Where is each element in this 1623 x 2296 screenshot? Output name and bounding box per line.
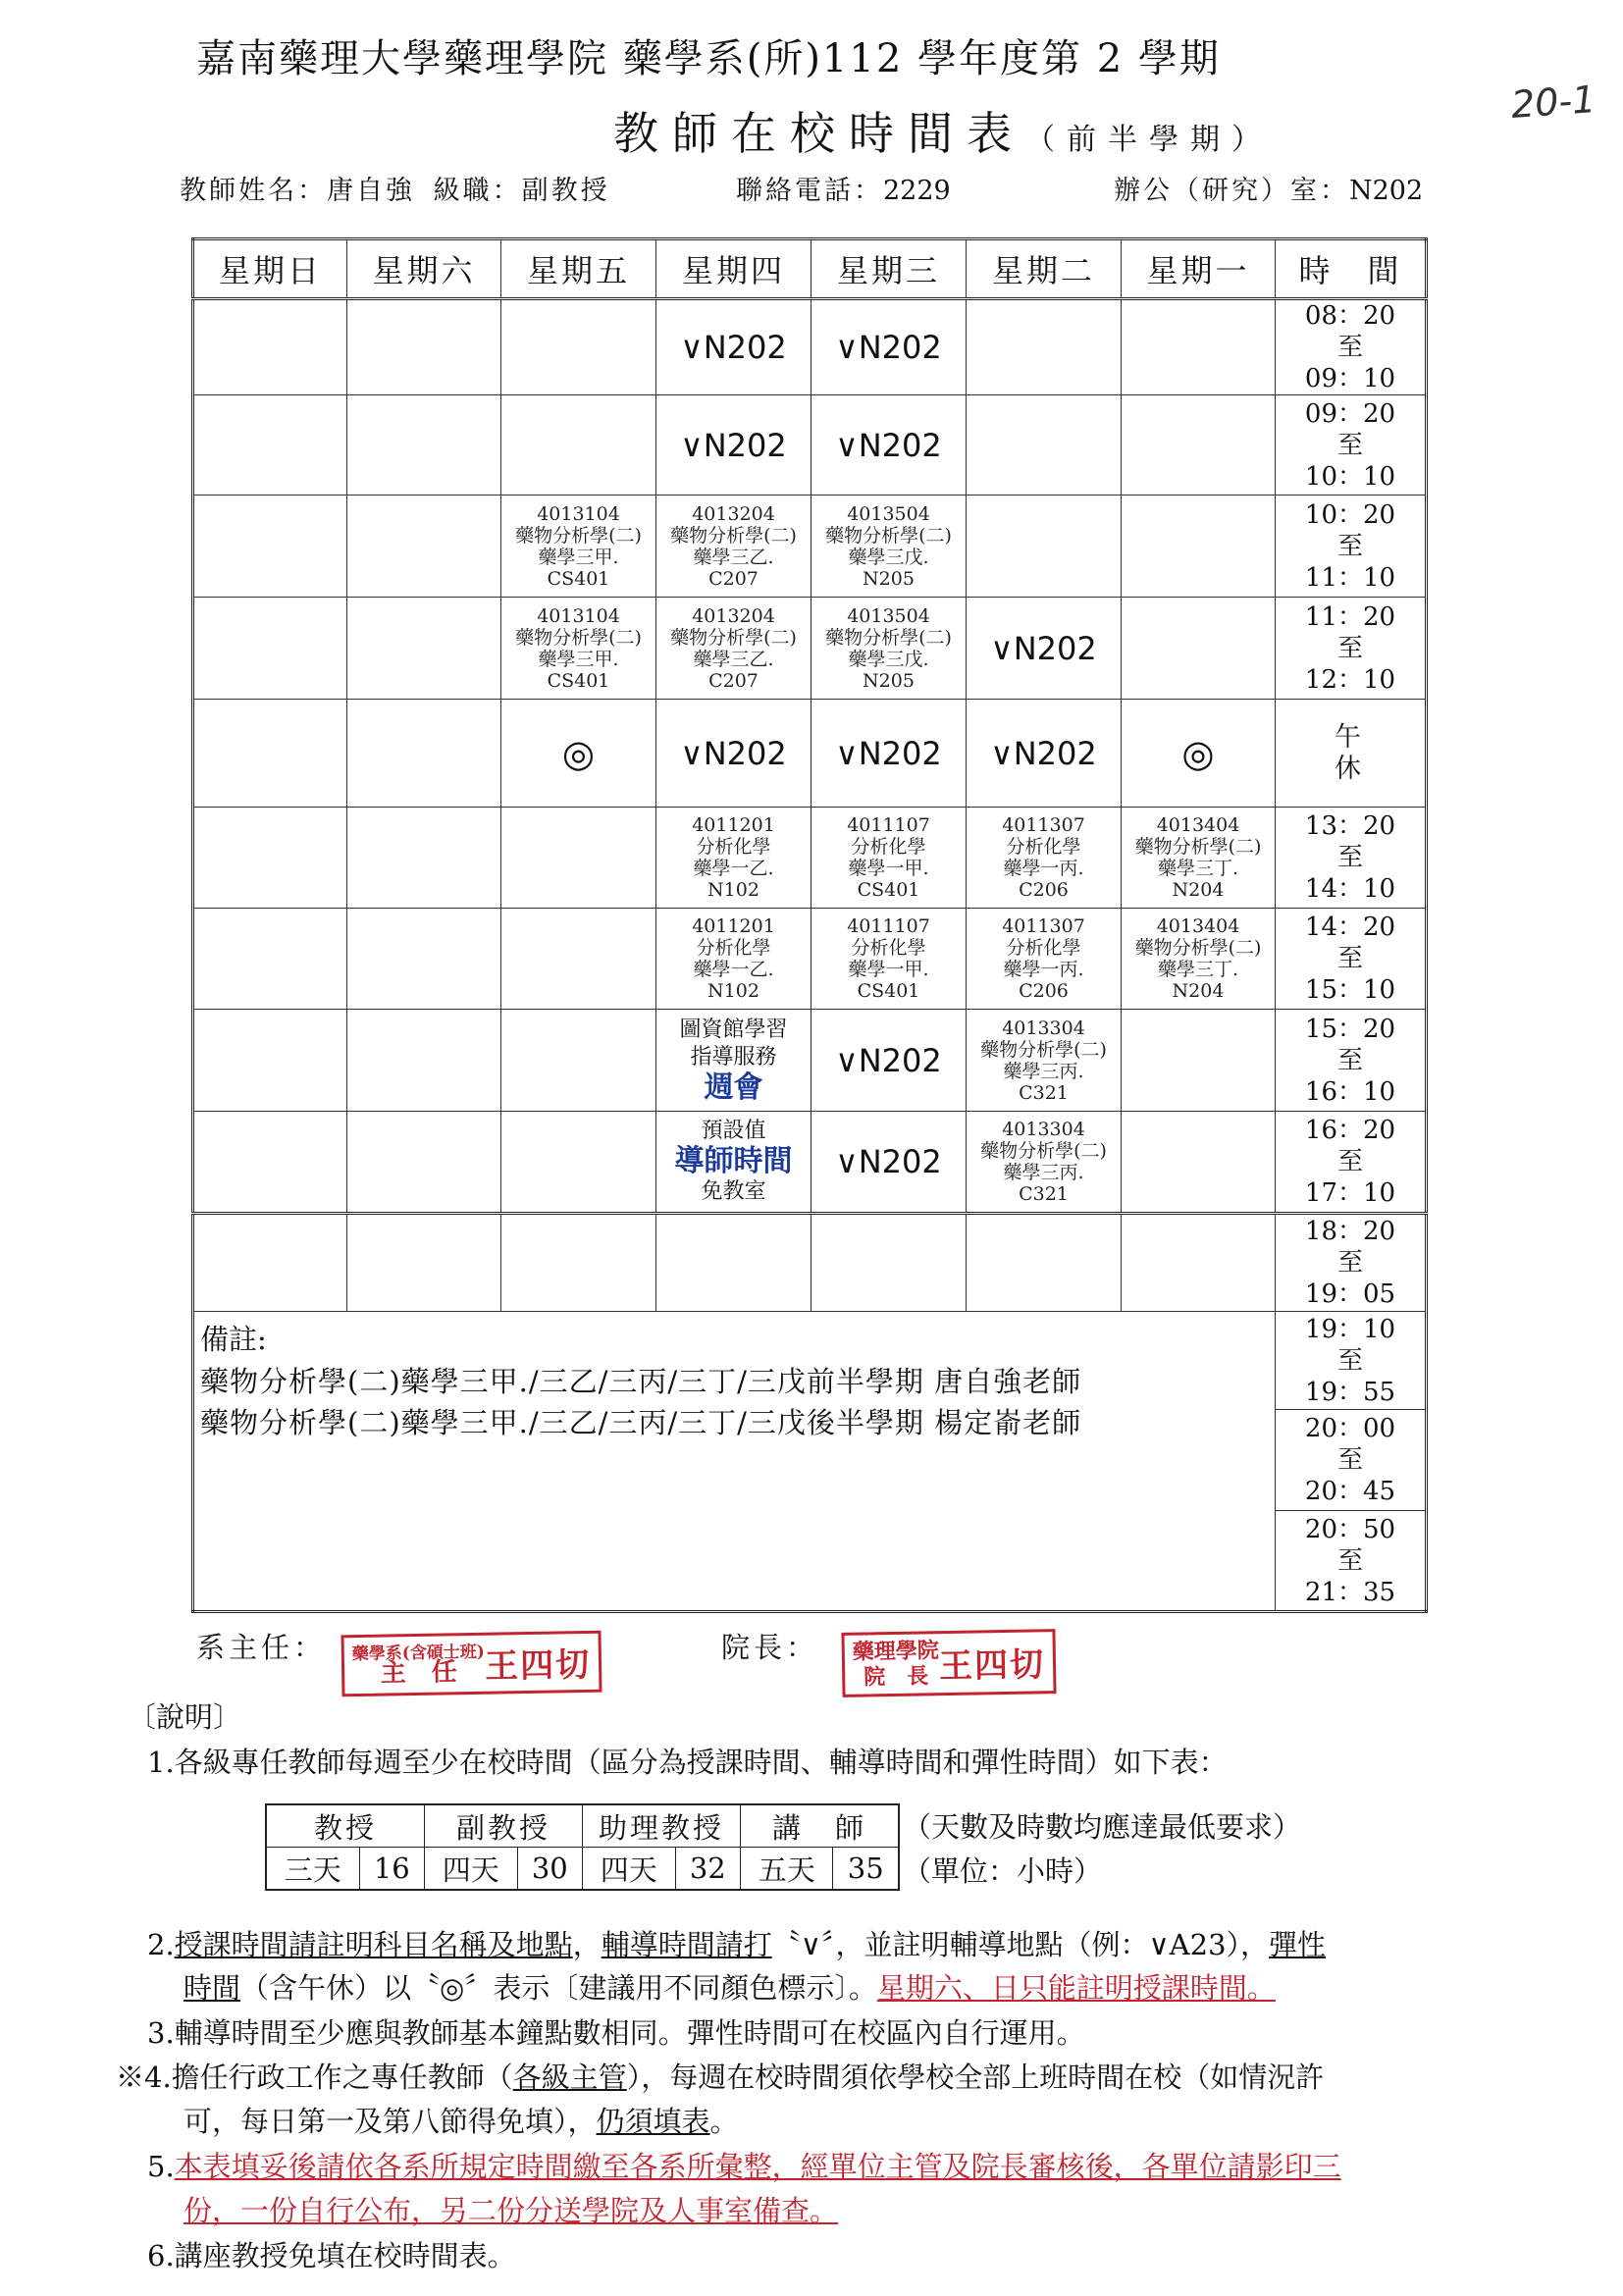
dept-head-label: 系主任：: [196, 1631, 327, 1664]
office-label: 辦公（研究）室：: [1114, 176, 1349, 206]
rank-label: 級職：: [433, 176, 522, 206]
cell-empty: [347, 1214, 501, 1312]
teacher-info: [180, 169, 610, 207]
requirements-table: [265, 1803, 900, 1891]
cell-empty: [193, 496, 347, 598]
tutor-slot: ∨N202: [812, 395, 967, 496]
time-slot: 14：20 至 15：10: [1276, 909, 1427, 1010]
table-row: [266, 1848, 899, 1891]
note-item-3: 3.輔導時間至少應與教師基本鐘點數相同。彈性時間可在校區內自行運用。: [147, 2016, 1085, 2050]
days-cell: 四天: [583, 1848, 676, 1891]
tutor-slot: ∨N202: [967, 700, 1122, 808]
course-slot: 4011107 分析化學 藥學一甲. CS401: [812, 808, 967, 909]
header-time: 時 間: [1276, 239, 1427, 299]
library-service-slot: 圖資館學習 指導服務 週會: [656, 1010, 812, 1112]
hours-cell: 35: [833, 1848, 899, 1891]
header-friday: 星期五: [501, 239, 656, 299]
table-row: [193, 808, 1427, 909]
cell-empty: [193, 808, 347, 909]
cell-empty: [1122, 299, 1276, 395]
cell-empty: [347, 496, 501, 598]
course-slot: 4013204 藥物分析學(二) 藥學三乙. C207: [656, 496, 812, 598]
flex-time-icon: ◎: [1122, 700, 1276, 808]
table-row: [193, 909, 1427, 1010]
time-slot: 20：50 至 21：35: [1276, 1511, 1427, 1612]
course-slot: 4013204 藥物分析學(二) 藥學三乙. C207: [656, 598, 812, 700]
time-slot: 08：20 至 09：10: [1276, 299, 1427, 395]
tutor-slot: ∨N202: [812, 299, 967, 395]
time-slot: 16：20 至 17：10: [1276, 1112, 1427, 1214]
note-item-5-cont: 份，一份自行公布，另二份分送學院及人事室備查。: [183, 2194, 839, 2227]
header-row: [193, 239, 1427, 299]
dept-head-stamp: 藥學系(含碩士班) 主 任 王四切: [340, 1631, 602, 1697]
rank-lecturer: 講 師: [741, 1804, 900, 1848]
header-wednesday: 星期三: [812, 239, 967, 299]
office-info: [1114, 169, 1423, 207]
rank-associate: 副教授: [425, 1804, 583, 1848]
remark-line: 藥物分析學(二)藥學三甲./三乙/三丙/三丁/三戊後半學期 楊定嵛老師: [200, 1406, 1082, 1439]
teacher-label: 教師姓名：: [180, 176, 327, 206]
days-cell: 五天: [741, 1848, 833, 1891]
cell-empty: [501, 299, 656, 395]
hours-cell: 30: [517, 1848, 582, 1891]
table-row: [193, 700, 1427, 808]
cell-empty: [501, 1010, 656, 1112]
tutor-slot: ∨N202: [656, 700, 812, 808]
cell-empty: [193, 700, 347, 808]
notes-heading: 〔說明〕: [128, 1700, 242, 1734]
header-monday: 星期一: [1122, 239, 1276, 299]
table-row: [193, 1010, 1427, 1112]
hours-cell: 32: [675, 1848, 740, 1891]
remark-line: 藥物分析學(二)藥學三甲./三乙/三丙/三丁/三戊前半學期 唐自強老師: [200, 1365, 1082, 1398]
phone-label: 聯絡電話：: [736, 176, 883, 206]
tutor-slot: ∨N202: [812, 1112, 967, 1214]
course-slot: 4013304 藥物分析學(二) 藥學三丙. C321: [967, 1010, 1122, 1112]
cell-empty: [501, 395, 656, 496]
time-slot: 午 休: [1276, 700, 1427, 808]
cell-empty: [1122, 496, 1276, 598]
course-slot: 4011107 分析化學 藥學一甲. CS401: [812, 909, 967, 1010]
teacher-rank: 副教授: [521, 176, 610, 206]
course-slot: 4011307 分析化學 藥學一丙. C206: [967, 808, 1122, 909]
cell-empty: [193, 1112, 347, 1214]
cell-empty: [501, 1214, 656, 1312]
course-slot: 4011201 分析化學 藥學一乙. N102: [656, 808, 812, 909]
time-slot: 15：20 至 16：10: [1276, 1010, 1427, 1112]
cell-empty: [656, 1214, 812, 1312]
table-row: [193, 496, 1427, 598]
time-slot: 18：20 至 19：05: [1276, 1214, 1427, 1312]
course-slot: 4013304 藥物分析學(二) 藥學三丙. C321: [967, 1112, 1122, 1214]
note-item-2: 2.授課時間請註明科目名稱及地點，輔導時間請打〝∨〞，並註明輔導地點（例：∨A23），彈性: [147, 1928, 1327, 1961]
table-row: [266, 1804, 899, 1848]
cell-empty: [193, 1010, 347, 1112]
course-slot: 4013504 藥物分析學(二) 藥學三戊. N205: [812, 496, 967, 598]
cell-empty: [347, 808, 501, 909]
course-slot: 4013404 藥物分析學(二) 藥學三丁. N204: [1122, 808, 1276, 909]
header-tuesday: 星期二: [967, 239, 1122, 299]
table-row: [193, 299, 1427, 395]
teacher-name: 唐自強: [327, 176, 415, 206]
cell-empty: [193, 1214, 347, 1312]
flex-time-icon: ◎: [501, 700, 656, 808]
cell-empty: [347, 1010, 501, 1112]
cell-empty: [1122, 598, 1276, 700]
note-item-2-cont: 時間（含午休）以〝◎〞表示〔建議用不同顏色標示〕。星期六、日只能註明授課時間。: [183, 1971, 1276, 2005]
phone-number: 2229: [883, 176, 951, 206]
course-slot: 4013504 藥物分析學(二) 藥學三戊. N205: [812, 598, 967, 700]
days-cell: 四天: [425, 1848, 518, 1891]
rank-assistant: 助理教授: [583, 1804, 741, 1848]
cell-empty: [347, 395, 501, 496]
tutor-slot: ∨N202: [812, 700, 967, 808]
tutor-slot: ∨N202: [656, 395, 812, 496]
cell-empty: [501, 1112, 656, 1214]
handwritten-note: 20-1: [1509, 78, 1597, 127]
tutor-slot: ∨N202: [656, 299, 812, 395]
cell-empty: [1122, 395, 1276, 496]
cell-empty: [501, 808, 656, 909]
time-slot: 10：20 至 11：10: [1276, 496, 1427, 598]
cell-empty: [967, 496, 1122, 598]
cell-empty: [967, 299, 1122, 395]
time-slot: 20：00 至 20：45: [1276, 1410, 1427, 1511]
course-slot: 4013404 藥物分析學(二) 藥學三丁. N204: [1122, 909, 1276, 1010]
tutor-slot: ∨N202: [967, 598, 1122, 700]
hours-cell: 16: [359, 1848, 424, 1891]
course-slot: 4013104 藥物分析學(二) 藥學三甲. CS401: [501, 598, 656, 700]
time-slot: 19：10 至 19：55: [1276, 1312, 1427, 1410]
table-row: [193, 598, 1427, 700]
cell-empty: [193, 909, 347, 1010]
time-slot: 13：20 至 14：10: [1276, 808, 1427, 909]
phone-info: [736, 169, 951, 207]
course-slot: 4011201 分析化學 藥學一乙. N102: [656, 909, 812, 1010]
tutor-time-slot: 預設值 導師時間 免教室: [656, 1112, 812, 1214]
note-item-1: 1.各級專任教師每週至少在校時間（區分為授課時間、輔導時間和彈性時間）如下表：: [147, 1746, 1228, 1779]
header-saturday: 星期六: [347, 239, 501, 299]
cell-empty: [193, 395, 347, 496]
cell-empty: [1122, 1010, 1276, 1112]
note-item-6: 6.講座教授免填在校時間表。: [147, 2239, 516, 2272]
cell-empty: [347, 299, 501, 395]
cell-empty: [501, 909, 656, 1010]
header-thursday: 星期四: [656, 239, 812, 299]
cell-empty: [347, 909, 501, 1010]
cell-empty: [347, 700, 501, 808]
remarks-box: [193, 1312, 1276, 1612]
cell-empty: [347, 1112, 501, 1214]
form-main-title: 教師在校時間表（前半學期）: [613, 107, 1273, 160]
note-item-4-cont: 可，每日第一及第八節得免填），仍須填表。: [183, 2105, 739, 2138]
schedule-table: [191, 237, 1446, 1613]
requirements-note: （天數及時數均應達最低要求）: [903, 1810, 1302, 1844]
cell-empty: [193, 299, 347, 395]
rank-professor: 教授: [266, 1804, 425, 1848]
cell-empty: [812, 1214, 967, 1312]
cell-empty: [1122, 1112, 1276, 1214]
table-row: [193, 1112, 1427, 1214]
time-slot: 11：20 至 12：10: [1276, 598, 1427, 700]
note-item-4: ※4.擔任行政工作之專任教師（各級主管），每週在校時間須依學校全部上班時間在校（如情況許: [116, 2061, 1325, 2094]
remarks-label: 備註:: [200, 1323, 267, 1356]
cell-empty: [1122, 1214, 1276, 1312]
course-slot: 4013104 藥物分析學(二) 藥學三甲. CS401: [501, 496, 656, 598]
table-row: [193, 1312, 1427, 1410]
table-row: [193, 395, 1427, 496]
cell-empty: [967, 1214, 1122, 1312]
tutor-slot: ∨N202: [812, 1010, 967, 1112]
dean-stamp: 藥理學院 院 長 王四切: [841, 1629, 1056, 1697]
cell-empty: [347, 598, 501, 700]
header-sunday: 星期日: [193, 239, 347, 299]
course-slot: 4011307 分析化學 藥學一丙. C206: [967, 909, 1122, 1010]
unit-note: （單位：小時）: [903, 1854, 1103, 1888]
time-slot: 09：20 至 10：10: [1276, 395, 1427, 496]
days-cell: 三天: [266, 1848, 359, 1891]
cell-empty: [193, 598, 347, 700]
form-subtitle: （前半學期）: [1025, 123, 1273, 157]
dean-label: 院長：: [721, 1631, 819, 1664]
cell-empty: [967, 395, 1122, 496]
note-item-5: 5.本表填妥後請依各系所規定時間繳至各系所彙整，經單位主管及院長審核後，各單位請影印三: [147, 2150, 1341, 2183]
table-row: [193, 1214, 1427, 1312]
office-room: N202: [1349, 176, 1424, 206]
form-title: 嘉南藥理大學藥理學院 藥學系(所)112 學年度第 2 學期: [196, 36, 1221, 81]
